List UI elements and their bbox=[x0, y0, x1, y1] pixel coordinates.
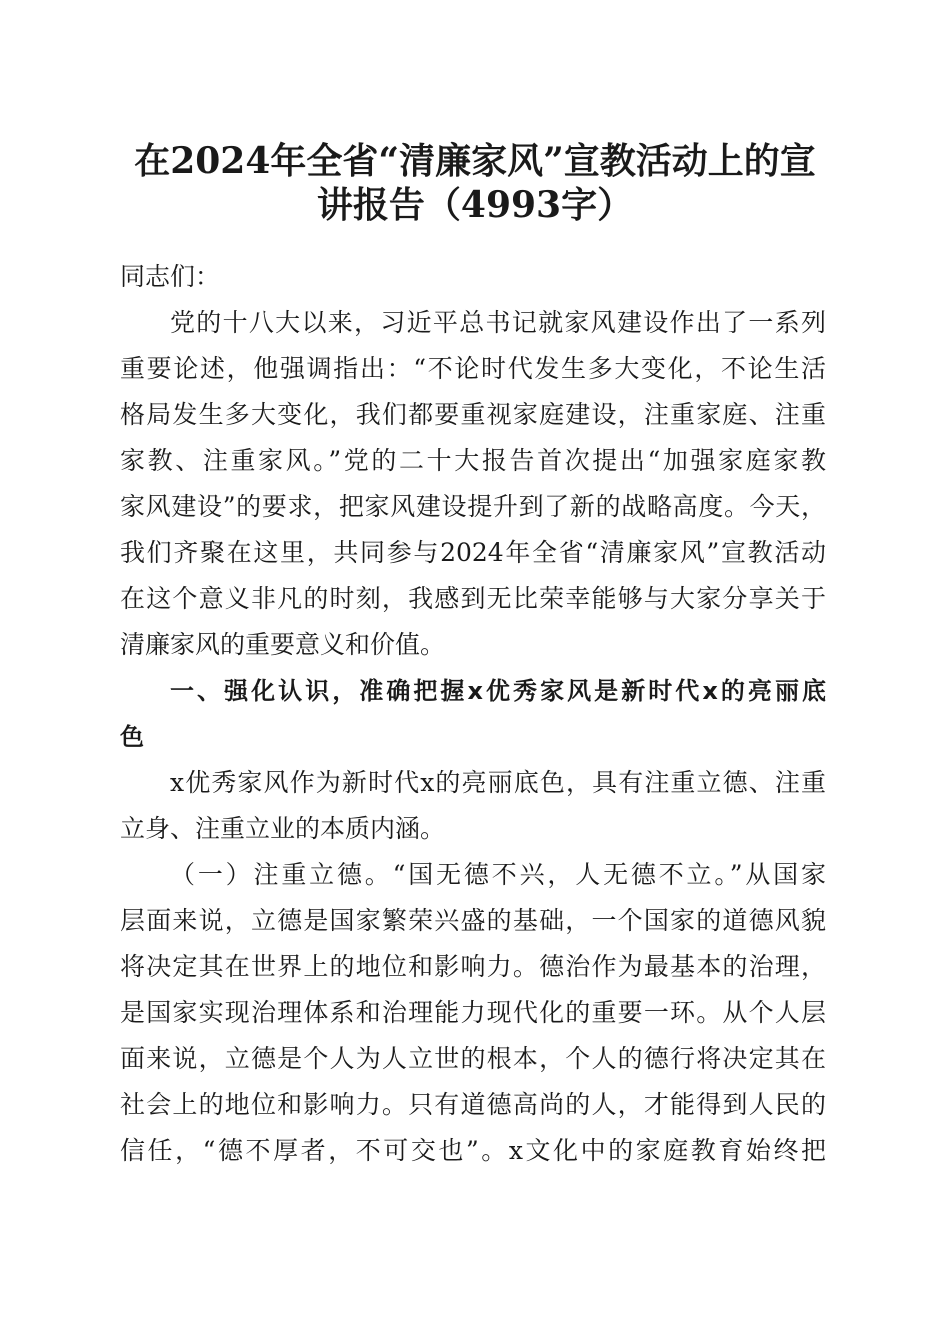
paragraph-intro bbox=[120, 300, 826, 668]
document-title-line-2: 讲报告（4993字） bbox=[316, 184, 634, 226]
paragraph-line: 将决定其在世界上的地位和影响力。德治作为最基本的治理， bbox=[120, 952, 826, 981]
paragraph-line: 面来说，立德是个人为人立世的根本，个人的德行将决定其在 bbox=[120, 1044, 826, 1073]
paragraph-line: （一）注重立德。“国无德不兴，人无德不立。”从国家 bbox=[170, 860, 826, 889]
heading-line: 色 bbox=[120, 723, 144, 751]
paragraph-line: x优秀家风作为新时代x的亮丽底色，具有注重立德、注重 bbox=[170, 768, 826, 797]
paragraph-line: 是国家实现治理体系和治理能力现代化的重要一环。从个人层 bbox=[120, 998, 826, 1027]
paragraph-line: 在这个意义非凡的时刻，我感到无比荣幸能够与大家分享关于 bbox=[120, 584, 826, 613]
paragraph-line: 党的十八大以来，习近平总书记就家风建设作出了一系列 bbox=[170, 308, 826, 337]
paragraph-line: 信任，“德不厚者，不可交也”。x文化中的家庭教育始终把 bbox=[120, 1136, 826, 1165]
paragraph-line: 清廉家风的重要意义和价值。 bbox=[120, 630, 446, 659]
paragraph-line: 社会上的地位和影响力。只有道德高尚的人，才能得到人民的 bbox=[120, 1090, 826, 1119]
paragraph-line: 家风建设”的要求，把家风建设提升到了新的战略高度。今天， bbox=[120, 492, 826, 521]
paragraph-line: 格局发生多大变化，我们都要重视家庭建设，注重家庭、注重 bbox=[120, 400, 826, 429]
paragraph-cultivate-virtue bbox=[120, 852, 826, 1174]
paragraph-line: 我们齐聚在这里，共同参与2024年全省“清廉家风”宣教活动 bbox=[120, 538, 826, 567]
section-heading-1 bbox=[120, 668, 826, 760]
paragraph-section-intro bbox=[120, 760, 826, 852]
salutation: 同志们： bbox=[120, 262, 221, 291]
document-title-line-1: 在2024年全省“清廉家风”宣教活动上的宣 bbox=[134, 140, 816, 182]
paragraph-line: 重要论述，他强调指出：“不论时代发生多大变化，不论生活 bbox=[120, 354, 826, 383]
paragraph-line: 层面来说，立德是国家繁荣兴盛的基础，一个国家的道德风貌 bbox=[120, 906, 826, 935]
paragraph-line: 家教、注重家风。”党的二十大报告首次提出“加强家庭家教 bbox=[120, 446, 826, 475]
document-body bbox=[120, 254, 826, 1174]
paragraph-line: 立身、注重立业的本质内涵。 bbox=[120, 814, 446, 843]
heading-line: 一、强化认识，准确把握x优秀家风是新时代x的亮丽底 bbox=[170, 677, 826, 705]
